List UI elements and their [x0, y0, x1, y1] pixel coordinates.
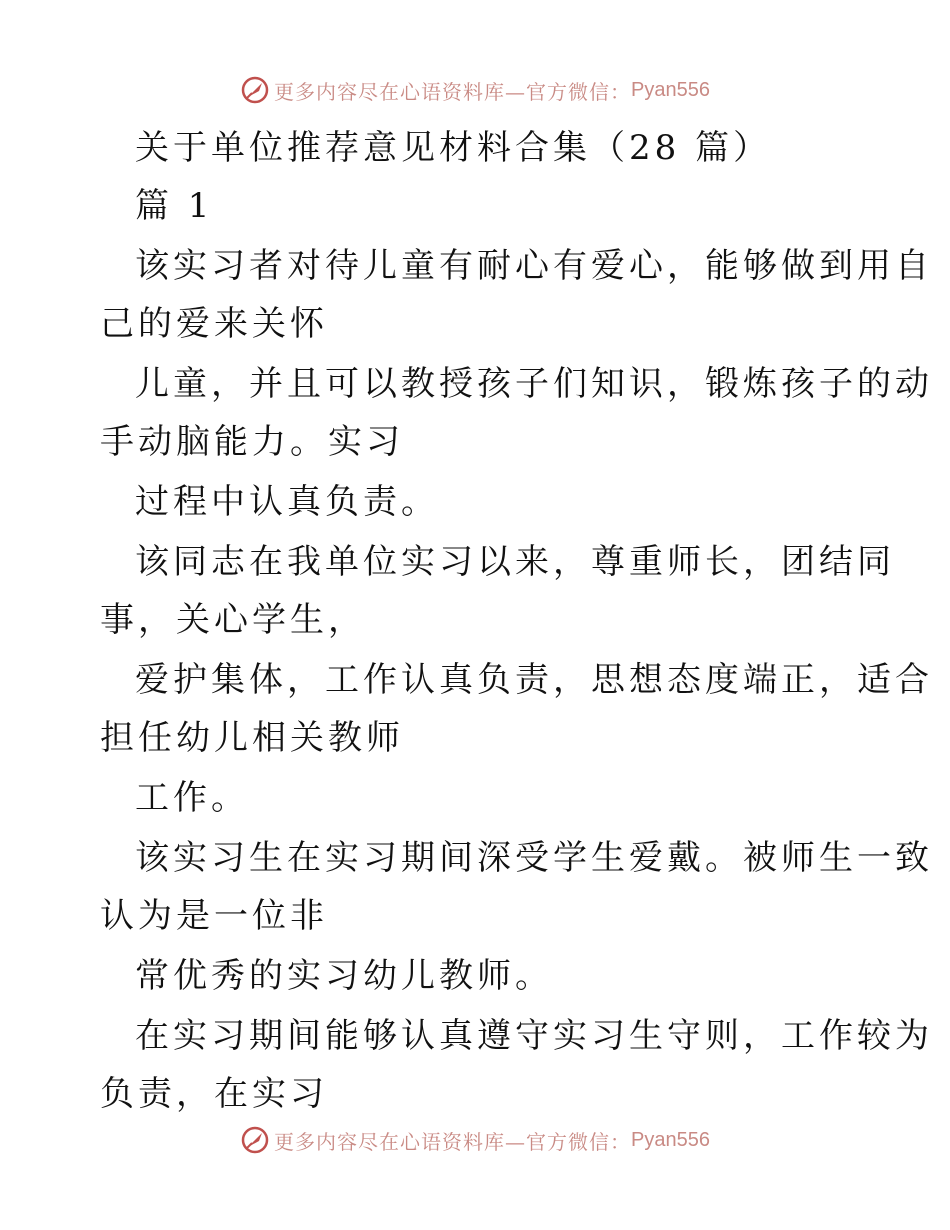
paragraph-line: 认为是一位非: [100, 896, 328, 936]
banner-account: Pyan556: [631, 78, 710, 101]
paragraph-line: 该同志在我单位实习以来，尊重师长，团结同: [135, 542, 895, 582]
document-title: 关于单位推荐意见材料合集（28 篇）: [135, 128, 772, 168]
paragraph-line: 手动脑能力。实习: [100, 422, 404, 462]
paragraph-line: 爱护集体，工作认真负责，思想态度端正，适合: [135, 660, 933, 700]
paragraph-line: 工作。: [135, 778, 249, 818]
paragraph-line: 负责，在实习: [100, 1074, 328, 1114]
paragraph-line: 己的爱来关怀: [100, 304, 328, 344]
paragraph-line: 事，关心学生，: [100, 600, 366, 640]
paragraph-line: 在实习期间能够认真遵守实习生守则，工作较为: [135, 1016, 933, 1056]
watermark-banner-bottom: [0, 1120, 950, 1160]
paragraph-line: 担任幼儿相关教师: [100, 718, 404, 758]
paragraph-line: 该实习生在实习期间深受学生爱戴。被师生一致: [135, 838, 933, 878]
feather-logo-icon: [240, 1125, 270, 1155]
banner-account: Pyan556: [631, 1128, 710, 1151]
watermark-banner-top: [0, 70, 950, 110]
section-heading: 篇 1: [135, 186, 214, 226]
paragraph-line: 该实习者对待儿童有耐心有爱心，能够做到用自: [135, 246, 933, 286]
feather-logo-icon: [240, 75, 270, 105]
paragraph-line: 儿童，并且可以教授孩子们知识，锻炼孩子的动: [135, 364, 933, 404]
paragraph-line: 常优秀的实习幼儿教师。: [135, 956, 553, 996]
banner-text: 更多内容尽在心语资料库—官方微信：: [274, 79, 632, 104]
paragraph-line: 过程中认真负责。: [135, 482, 439, 522]
banner-text: 更多内容尽在心语资料库—官方微信：: [274, 1129, 632, 1154]
